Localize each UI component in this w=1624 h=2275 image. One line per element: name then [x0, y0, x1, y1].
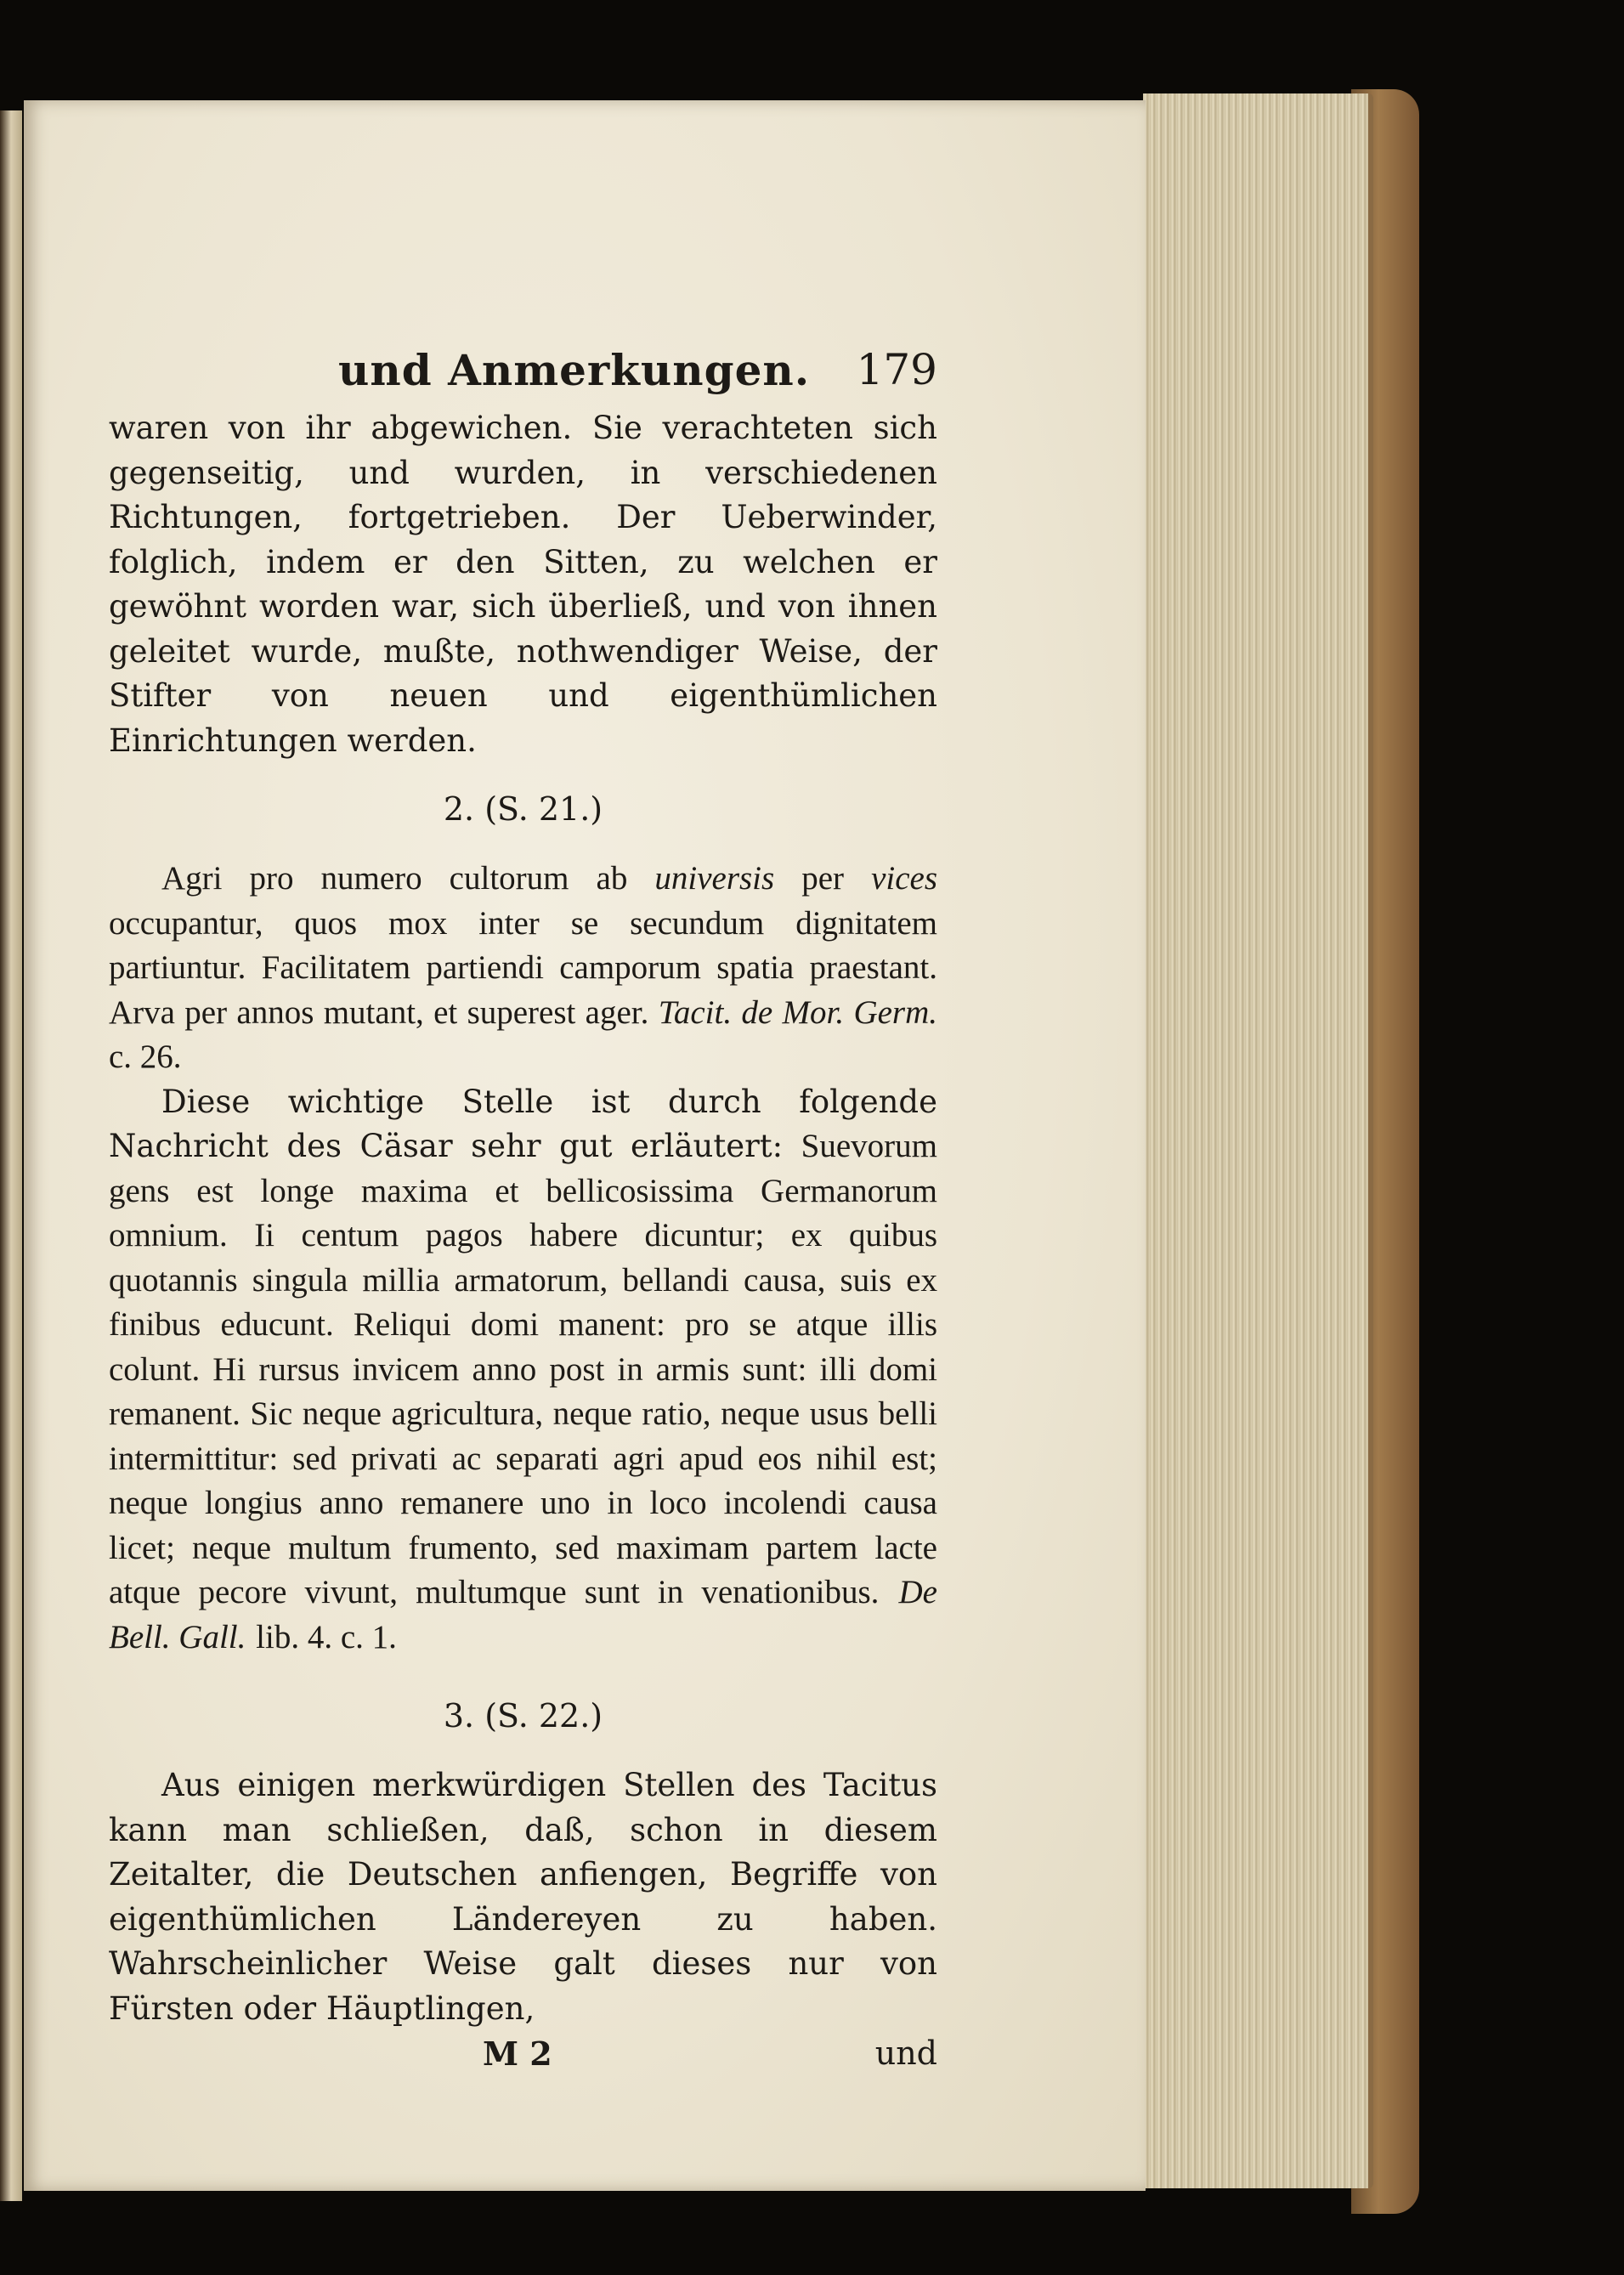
quote-text: Agri pro numero cultorum ab	[161, 860, 628, 897]
facing-page-edge	[0, 110, 22, 2201]
quote-italic: vices	[871, 860, 938, 897]
page-number: 179	[856, 345, 937, 394]
page-footer	[109, 2034, 937, 2079]
latin-quote-caesar: Suevorum gens est longe maxima et bellicosissima Germanorum omnium. Ii centum pagos habere dicuntur; ex quibus quotannis singula millia armatorum, bellandi causa, suis ex finibus educunt. Reliqui domi manent: pro se atque illis colunt. Hi rursus invicem anno post in armis sunt: illi domi remanent. Sic neque agricultura, neque ratio, neque usus belli intermittitur: sed privati ac separati agri apud eos nihil est; neque longius anno remanere uno in loco incolendi causa licet; neque multum frumento, sed maximam partem lacte atque pecore vivunt, multumque sunt in venationibus.	[109, 1128, 937, 1610]
quote-text: occupantur, quos mox inter se secundum dignitatem partiuntur. Facilitatem partiendi camporum spatia praestant. Arva per annos mutant, et superest ager.	[109, 904, 937, 1031]
paragraph-caesar	[109, 1080, 937, 1661]
running-title: und Anmerkungen.	[338, 345, 811, 395]
quote-italic: universis	[654, 860, 775, 897]
latin-quote-tacitus	[109, 857, 937, 1080]
page-header	[109, 330, 937, 406]
section-heading-2: 2. (S. 21.)	[443, 790, 603, 828]
paragraph-section-3: Aus einigen merkwürdigen Stellen des Tacitus kann man schließen, daß, schon in diesem Zeitalter, die Deutschen anfiengen, Begriffe von eigenthümlichen Ländereyen zu haben. Wahrscheinlicher Weise galt dieses nur von Fürsten oder Häuptlingen,	[109, 1767, 937, 2027]
page-content	[109, 330, 937, 2079]
citation: De Bell. Gall.	[109, 1574, 937, 1655]
quote-text: per	[801, 860, 845, 897]
signature-mark: M 2	[483, 2034, 552, 2073]
citation: Tacit. de Mor. Germ.	[658, 993, 938, 1031]
citation-tail: lib. 4. c. 1.	[256, 1618, 397, 1655]
book-page	[24, 100, 1146, 2191]
catchword: und	[874, 2034, 937, 2072]
citation-tail: c. 26.	[109, 1038, 182, 1075]
paragraph-continuation: waren von ihr abgewichen. Sie verachteten sich gegenseitig, und wurden, in verschiedenen Richtungen, fortgetrieben. Der Ueberwinder, folglich, indem er den Sitten, zu welchen er gewöhnt worden war, sich überließ, und von ihnen geleitet wurde, mußte, nothwendiger Weise, der Stifter von neuen und eigenthümlichen Einrichtungen werden.	[109, 410, 937, 759]
page-stack-edge	[1143, 93, 1373, 2188]
section-heading-3: 3. (S. 22.)	[443, 1697, 603, 1735]
german-text: Diese wichtige Stelle ist durch folgende Nachricht des Cäsar sehr gut erläutert:	[109, 1083, 937, 1164]
